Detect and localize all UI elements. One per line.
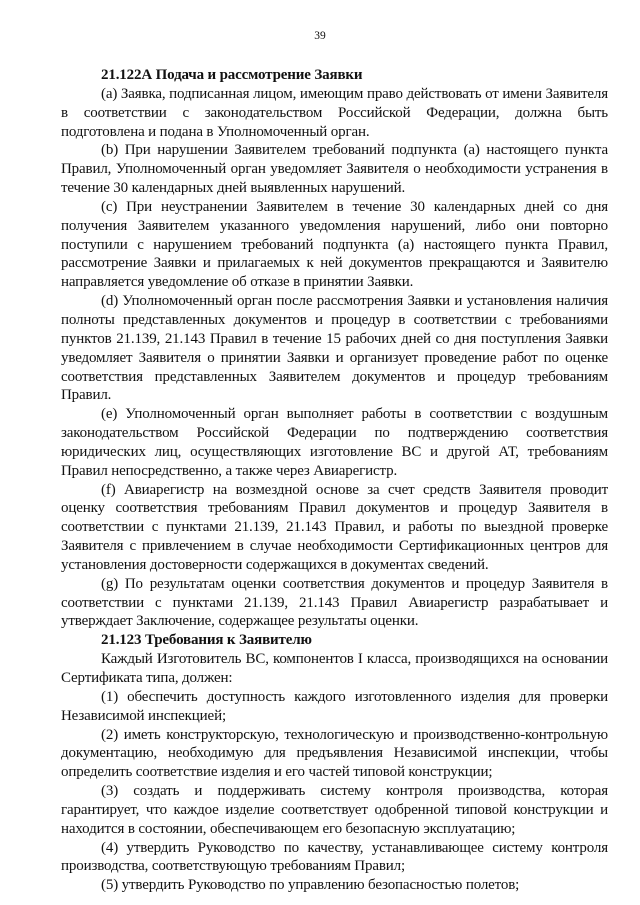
paragraph-f: (f) Авиарегистр на возмездной основе за счет средств Заявителя проводит оценку соответствия требованиям Правил документов и процедур Заявителя в соответствии с пунктами 21.139, 21.143 Правил, и работы по выездной проверке Заявителя с привлечением в случае необходимости Сертификационных центров для установления достоверности содержащихся в документах сведений.: [61, 481, 608, 573]
paragraph-g: (g) По результатам оценки соответствия документов и процедур Заявителя в соответствии с пунктами 21.139, 21.143 Правил Авиарегистр разрабатывает и утверждает Заключение, содержащее результаты оценки.: [61, 575, 608, 630]
list-item-5: (5) утвердить Руководство по управлению безопасностью полетов;: [101, 877, 520, 894]
list-item-4: (4) утвердить Руководство по качеству, устанавливающее систему контроля производства, соответствующую требованиям Правил;: [61, 839, 608, 875]
page-number: 39: [314, 30, 326, 42]
document-body: [61, 66, 608, 895]
section-heading-21-123: 21.123 Требования к Заявителю: [101, 632, 312, 649]
paragraph-b: (b) При нарушении Заявителем требований подпункта (а) настоящего пункта Правил, Уполномоченный орган уведомляет Заявителя о необходимости устранения в течение 30 календарных дней выявленных нарушений.: [61, 142, 608, 197]
list-item-1: (1) обеспечить доступность каждого изготовленного изделия для проверки Независимой инспекцией;: [61, 688, 608, 724]
paragraph-intro: Каждый Изготовитель ВС, компонентов I класса, производящихся на основании Сертификата типа, должен:: [61, 651, 608, 686]
paragraph-c: (c) При неустранении Заявителем в течение 30 календарных дней со дня получения Заявителем указанного уведомления нарушений, либо они повторно поступили с нарушением требований подпункта (а) настоящего пункта Правил, рассмотрение Заявки и прилагаемых к ней документов прекращаются и Заявителю направляется уведомление об отказе в принятии Заявки.: [61, 198, 608, 291]
paragraph-e: (e) Уполномоченный орган выполняет работы в соответствии с воздушным законодательством Российской Федерации по подтверждению соответствия юридических лиц, осуществляющих изготовление ВС и другой АТ, требованиям Правил непосредственно, а также через Авиарегистр.: [61, 406, 608, 479]
list-item-2: (2) иметь конструкторскую, технологическую и производственно-контрольную документацию, необходимую для предъявления Независимой инспекции, чтобы определить соответствие изделия и его частей типовой конструкции;: [61, 726, 608, 781]
paragraph-a: (a) Заявка, подписанная лицом, имеющим право действовать от имени Заявителя в соответствии с законодательством Российской Федерации, должна быть подготовлена и подана в Уполномоченный орган.: [61, 85, 608, 140]
list-item-3: (3) создать и поддерживать систему контроля производства, которая гарантирует, что каждое изделие соответствует одобренной типовой конструкции и находится в состоянии, обеспечивающем его безопасную эксплуатацию;: [61, 783, 608, 837]
section-heading-21-122a: 21.122А Подача и рассмотрение Заявки: [101, 67, 363, 83]
paragraph-d: (d) Уполномоченный орган после рассмотрения Заявки и установления наличия полноты представленных документов и процедур в соответствии с требованиями пунктов 21.139, 21.143 Правил в течение 15 рабочих дней со дня поступления Заявки уведомляет Заявителя о принятии Заявки и организует проведение работ по оценке соответствия представленных Заявителем документов и процедур требованиям Правил.: [61, 293, 608, 404]
